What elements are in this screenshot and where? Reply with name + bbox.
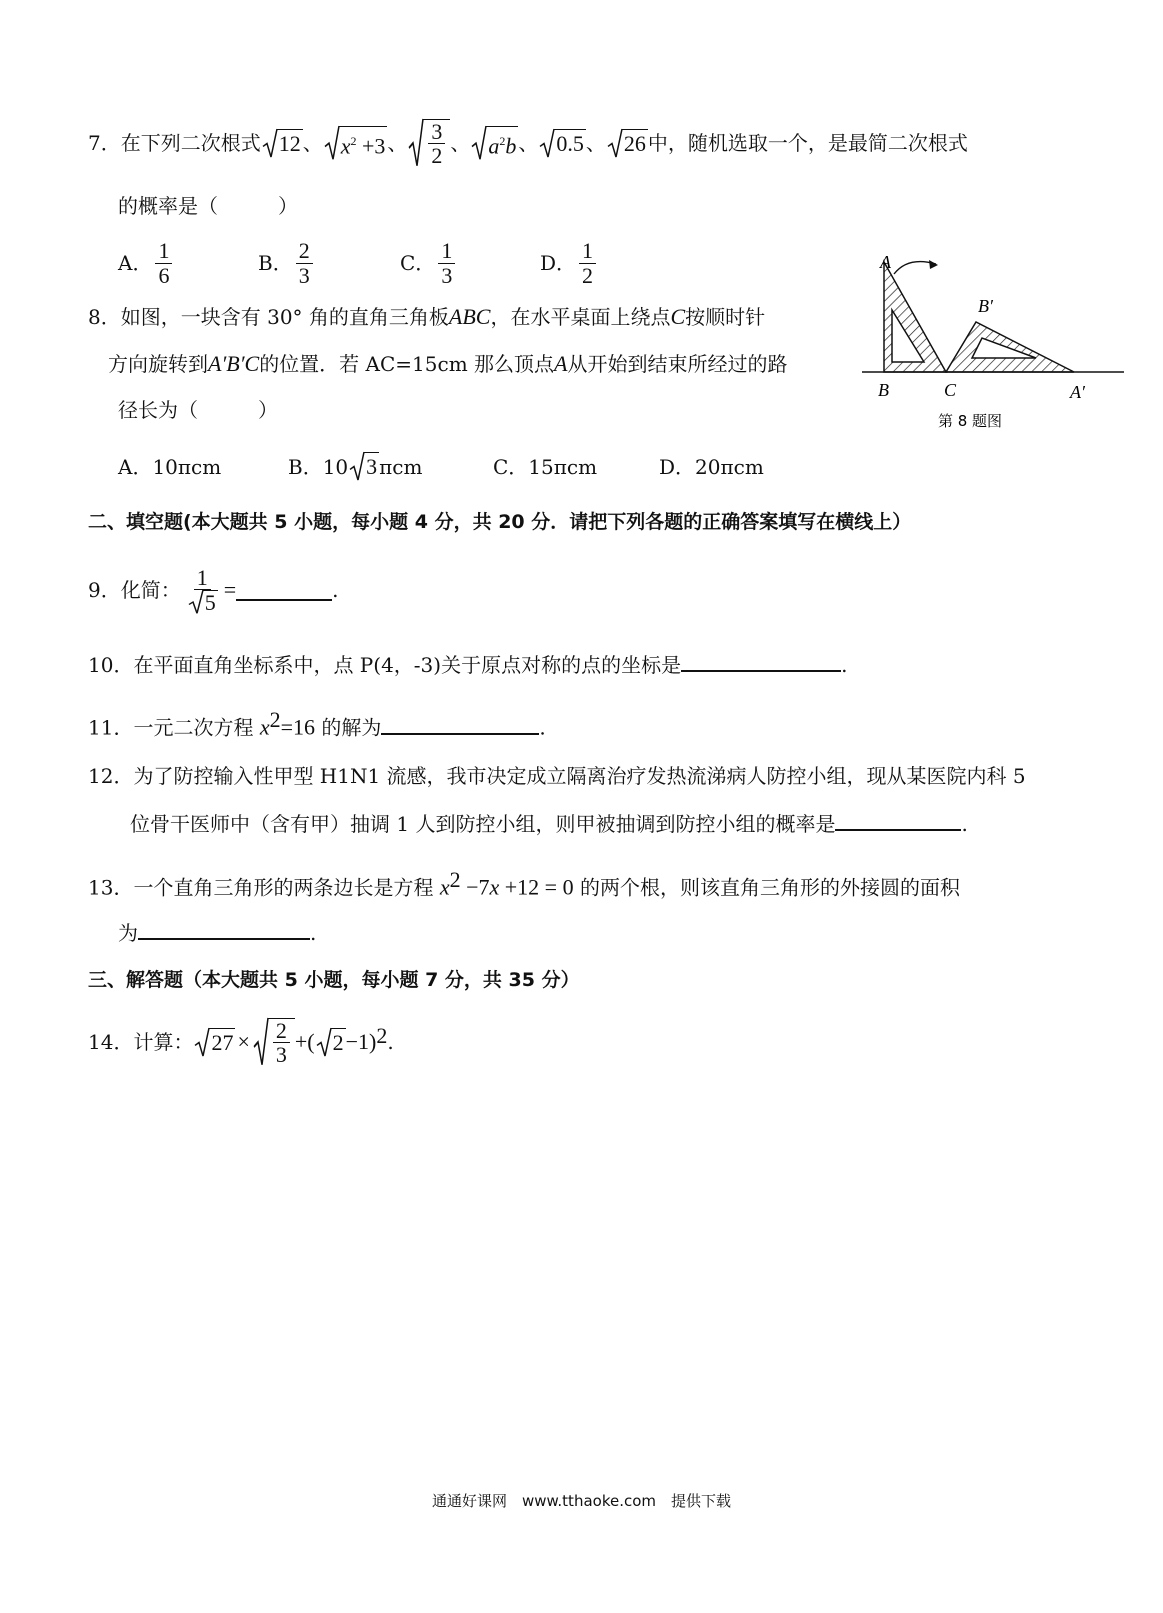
label-b: B [878,380,889,400]
q8-line2: 方向旋转到A′B′C的位置．若 AC=15cm 那么顶点A从开始到结束所经过的路 [108,351,788,376]
option-d: D． $\frac{1}{2}$ [540,239,599,286]
q12-line1: 12．为了防控输入性甲型 H1N1 流感，我市决定成立隔离治疗发热流涕病人防控小组，现从某医院内科 5 [88,764,1026,788]
q13-answer-blank[interactable] [138,918,310,940]
q12-line2: 位骨干医师中（含有甲）抽调 1 人到防控小组，则甲被抽调到防控小组的概率是 . [130,809,968,838]
q8-options [118,452,764,481]
q9: 9． 化简： $\frac{1}{5}$ = . [88,564,339,615]
q7-line1: 7． 在下列二次根式 12 、 $x^2 +3$ 、 $\frac{3}{2}$ 、 $a^2b$ 、 0.5 、 26 中，随机选取一个，是最简二次根式 [88,118,968,168]
radical-3-over-2: $\frac{3}{2}$ [409,119,450,167]
label-b2: B′ [978,296,993,316]
label-a2: A′ [1070,382,1085,402]
triangle-a2b2c [946,322,1074,372]
option-a: A． $\frac{1}{6}$ [118,239,258,286]
q12-answer-blank[interactable] [835,809,961,831]
q8-line3: 径长为（ ） [118,398,278,422]
triangle-abc [884,262,946,372]
label-a: A [880,252,891,272]
option-d: D．20πcm [659,454,764,479]
radical-0-5: 0.5 [540,129,586,158]
q14: 14．计算： 27 × $\frac{2}{3}$ +( 2 −1) 2 . [88,1017,394,1067]
radical-a2b: $a^2b$ [472,126,518,160]
option-b: B． $\frac{2}{3}$ [258,239,400,286]
q11-answer-blank[interactable] [381,713,539,735]
q10: 10．在平面直角坐标系中，点 P(4，-3)关于原点对称的点的坐标是 . [88,650,847,679]
q7-number: 7． [88,131,121,155]
radical-12: 12 [263,129,303,158]
label-c: C [944,380,957,400]
footer: 通通好课网 www.tthaoke.com 提供下载 [431,1492,732,1510]
radical-26: 26 [608,129,648,158]
q7-line2: 的概率是（ ） [118,194,298,218]
option-c: C．15πcm [493,454,598,479]
figure-caption: 第 8 题图 [937,412,1003,430]
section-2-heading: 二、填空题(本大题共 5 小题，每小题 4 分，共 20 分．请把下列各题的正确答案填写在横线上） [88,511,912,533]
q7-prefix: 在下列二次根式 [120,131,261,155]
arrow-head-icon [929,260,938,269]
q10-answer-blank[interactable] [681,650,841,672]
section-3-heading: 三、解答题（本大题共 5 小题，每小题 7 分，共 35 分） [88,969,580,991]
q13-line2: 为 . [118,918,316,947]
option-b: B．10 3 πcm [288,454,423,479]
q9-answer-blank[interactable] [236,579,332,601]
q8-line1: 8．如图，一块含有 30° 角的直角三角板ABC，在水平桌面上绕点C按顺时针 [88,304,766,329]
q11: 11．一元二次方程 $x^2=16$ 的解为 . [88,707,546,740]
q13-line1: 13．一个直角三角形的两条边长是方程 $x^2 -7x +12 = 0$ 的两个根，则该直角三角形的外接圆的面积 [88,867,960,900]
option-a: A．10πcm [118,454,222,479]
q8-figure [858,248,1128,438]
option-c: C． $\frac{1}{3}$ [400,239,540,286]
q7-options [118,236,599,290]
q7-middle: 中，随机选取一个，是最简二次根式 [647,131,968,155]
radical-x2-plus-3: $x^2 +3$ [325,126,388,160]
